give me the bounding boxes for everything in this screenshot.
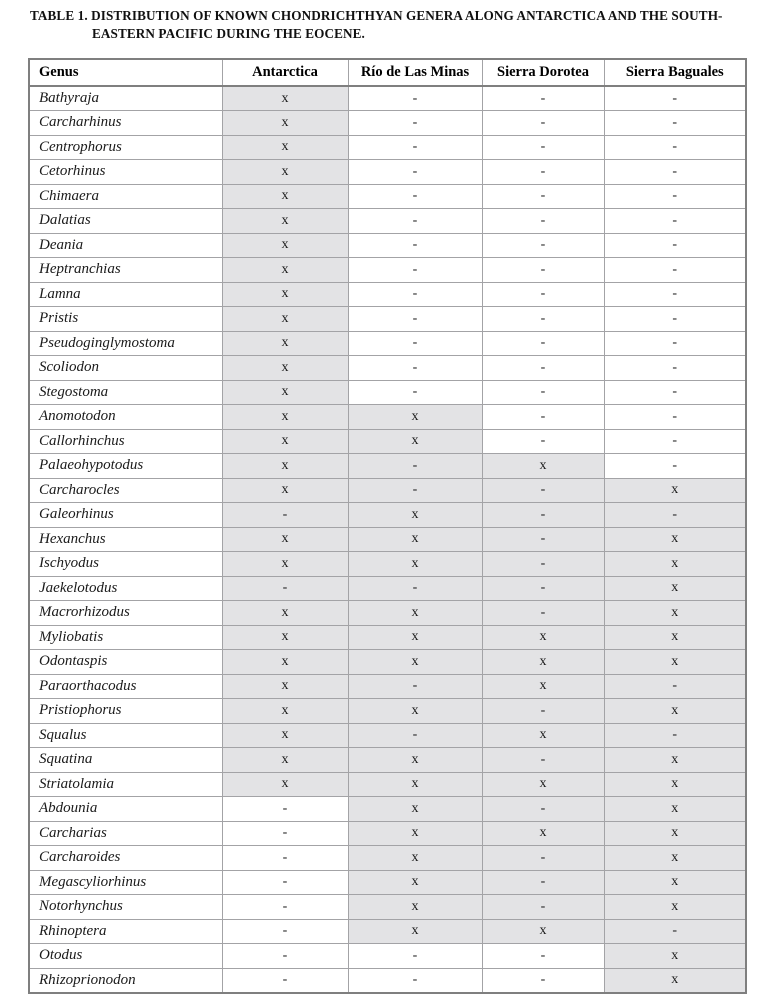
presence-cell-rio-de-las-minas: x: [348, 552, 482, 577]
presence-cell-sierra-baguales: -: [604, 723, 746, 748]
presence-cell-antarctica: x: [222, 699, 348, 724]
genus-cell: Callorhinchus: [29, 429, 222, 454]
presence-cell-rio-de-las-minas: -: [348, 135, 482, 160]
genus-cell: Pseudoginglymostoma: [29, 331, 222, 356]
presence-cell-rio-de-las-minas: -: [348, 356, 482, 381]
genus-cell: Rhinoptera: [29, 919, 222, 944]
genus-cell: Lamna: [29, 282, 222, 307]
presence-cell-sierra-dorotea: -: [482, 503, 604, 528]
presence-cell-antarctica: x: [222, 552, 348, 577]
presence-cell-rio-de-las-minas: x: [348, 870, 482, 895]
column-header-rio-de-las-minas: Río de Las Minas: [348, 59, 482, 86]
presence-cell-rio-de-las-minas: -: [348, 209, 482, 234]
table-body: [29, 86, 746, 993]
presence-cell-sierra-dorotea: -: [482, 576, 604, 601]
genus-cell: Notorhynchus: [29, 895, 222, 920]
presence-cell-sierra-dorotea: -: [482, 478, 604, 503]
table-row: [29, 895, 746, 920]
presence-cell-sierra-dorotea: -: [482, 184, 604, 209]
presence-cell-rio-de-las-minas: -: [348, 111, 482, 136]
presence-cell-antarctica: x: [222, 405, 348, 430]
table-row: [29, 650, 746, 675]
genus-cell: Carcharias: [29, 821, 222, 846]
table-row: [29, 919, 746, 944]
table-row: [29, 160, 746, 185]
presence-cell-antarctica: -: [222, 503, 348, 528]
genus-cell: Heptranchias: [29, 258, 222, 283]
presence-cell-sierra-dorotea: -: [482, 846, 604, 871]
presence-cell-sierra-baguales: -: [604, 160, 746, 185]
presence-cell-antarctica: x: [222, 209, 348, 234]
genus-cell: Galeorhinus: [29, 503, 222, 528]
genus-cell: Stegostoma: [29, 380, 222, 405]
table-row: [29, 601, 746, 626]
presence-cell-sierra-baguales: -: [604, 454, 746, 479]
genus-cell: Myliobatis: [29, 625, 222, 650]
presence-cell-sierra-dorotea: -: [482, 870, 604, 895]
genus-cell: Macrorhizodus: [29, 601, 222, 626]
presence-cell-rio-de-las-minas: -: [348, 454, 482, 479]
table-row: [29, 454, 746, 479]
presence-cell-antarctica: x: [222, 429, 348, 454]
presence-cell-rio-de-las-minas: x: [348, 601, 482, 626]
presence-cell-rio-de-las-minas: x: [348, 772, 482, 797]
table-row: [29, 209, 746, 234]
presence-cell-sierra-dorotea: -: [482, 405, 604, 430]
genus-cell: Squalus: [29, 723, 222, 748]
table-row: [29, 870, 746, 895]
table-row: [29, 86, 746, 111]
presence-cell-sierra-dorotea: -: [482, 797, 604, 822]
presence-cell-sierra-dorotea: -: [482, 552, 604, 577]
presence-cell-antarctica: -: [222, 846, 348, 871]
table-caption: [30, 7, 747, 43]
presence-cell-sierra-baguales: -: [604, 674, 746, 699]
presence-cell-antarctica: x: [222, 184, 348, 209]
table-row: [29, 699, 746, 724]
presence-cell-sierra-dorotea: -: [482, 380, 604, 405]
table-row: [29, 503, 746, 528]
presence-cell-rio-de-las-minas: x: [348, 919, 482, 944]
genus-cell: Anomotodon: [29, 405, 222, 430]
presence-cell-sierra-baguales: x: [604, 650, 746, 675]
presence-cell-sierra-baguales: -: [604, 86, 746, 111]
table-row: [29, 478, 746, 503]
genus-cell: Jaekelotodus: [29, 576, 222, 601]
presence-cell-rio-de-las-minas: -: [348, 944, 482, 969]
column-header-sierra-baguales: Sierra Baguales: [604, 59, 746, 86]
presence-cell-antarctica: -: [222, 576, 348, 601]
presence-cell-sierra-dorotea: -: [482, 699, 604, 724]
presence-cell-rio-de-las-minas: -: [348, 307, 482, 332]
table-row: [29, 846, 746, 871]
genus-cell: Carcharoides: [29, 846, 222, 871]
table-row: [29, 380, 746, 405]
presence-cell-sierra-baguales: x: [604, 846, 746, 871]
presence-cell-sierra-dorotea: -: [482, 429, 604, 454]
genus-cell: Odontaspis: [29, 650, 222, 675]
presence-cell-antarctica: x: [222, 601, 348, 626]
presence-cell-sierra-dorotea: -: [482, 748, 604, 773]
presence-cell-antarctica: x: [222, 160, 348, 185]
presence-cell-sierra-baguales: -: [604, 111, 746, 136]
table-row: [29, 552, 746, 577]
presence-cell-sierra-dorotea: -: [482, 331, 604, 356]
presence-cell-sierra-baguales: x: [604, 478, 746, 503]
presence-cell-rio-de-las-minas: x: [348, 527, 482, 552]
presence-cell-rio-de-las-minas: -: [348, 282, 482, 307]
genus-cell: Palaeohypotodus: [29, 454, 222, 479]
presence-cell-rio-de-las-minas: -: [348, 968, 482, 993]
presence-cell-antarctica: x: [222, 723, 348, 748]
presence-cell-sierra-baguales: x: [604, 576, 746, 601]
presence-cell-sierra-baguales: -: [604, 380, 746, 405]
presence-cell-sierra-baguales: x: [604, 699, 746, 724]
presence-cell-rio-de-las-minas: x: [348, 429, 482, 454]
table-row: [29, 307, 746, 332]
presence-cell-sierra-dorotea: x: [482, 919, 604, 944]
presence-cell-sierra-dorotea: x: [482, 772, 604, 797]
presence-cell-rio-de-las-minas: x: [348, 625, 482, 650]
presence-cell-rio-de-las-minas: x: [348, 503, 482, 528]
presence-cell-antarctica: x: [222, 454, 348, 479]
presence-cell-antarctica: x: [222, 772, 348, 797]
presence-cell-sierra-dorotea: -: [482, 282, 604, 307]
table-row: [29, 184, 746, 209]
presence-cell-sierra-baguales: -: [604, 919, 746, 944]
presence-cell-antarctica: x: [222, 748, 348, 773]
presence-cell-rio-de-las-minas: x: [348, 846, 482, 871]
presence-cell-antarctica: x: [222, 674, 348, 699]
table-row: [29, 674, 746, 699]
presence-cell-sierra-dorotea: x: [482, 821, 604, 846]
presence-cell-rio-de-las-minas: -: [348, 380, 482, 405]
table-row: [29, 356, 746, 381]
presence-cell-antarctica: -: [222, 870, 348, 895]
table-row: [29, 625, 746, 650]
presence-cell-sierra-dorotea: -: [482, 944, 604, 969]
table-row: [29, 527, 746, 552]
table-row: [29, 821, 746, 846]
presence-cell-antarctica: x: [222, 356, 348, 381]
presence-cell-sierra-dorotea: -: [482, 895, 604, 920]
presence-cell-sierra-dorotea: -: [482, 209, 604, 234]
presence-cell-antarctica: x: [222, 331, 348, 356]
presence-cell-antarctica: x: [222, 233, 348, 258]
presence-cell-antarctica: -: [222, 797, 348, 822]
presence-cell-sierra-dorotea: -: [482, 233, 604, 258]
presence-cell-antarctica: x: [222, 282, 348, 307]
presence-cell-sierra-dorotea: -: [482, 356, 604, 381]
presence-cell-sierra-baguales: x: [604, 797, 746, 822]
presence-cell-antarctica: x: [222, 478, 348, 503]
presence-cell-sierra-baguales: x: [604, 527, 746, 552]
presence-cell-sierra-baguales: x: [604, 821, 746, 846]
presence-cell-sierra-baguales: x: [604, 552, 746, 577]
genus-cell: Cetorhinus: [29, 160, 222, 185]
presence-cell-sierra-dorotea: -: [482, 527, 604, 552]
presence-cell-antarctica: x: [222, 650, 348, 675]
table-row: [29, 797, 746, 822]
presence-cell-sierra-dorotea: x: [482, 650, 604, 675]
genus-cell: Abdounia: [29, 797, 222, 822]
presence-cell-sierra-dorotea: -: [482, 258, 604, 283]
table-row: [29, 282, 746, 307]
presence-cell-rio-de-las-minas: -: [348, 478, 482, 503]
presence-cell-antarctica: x: [222, 111, 348, 136]
table-row: [29, 723, 746, 748]
caption-line-1: TABLE 1. DISTRIBUTION OF KNOWN CHONDRICHTHYAN GENERA ALONG ANTARCTICA AND THE SOUTH-: [30, 8, 723, 23]
genus-cell: Chimaera: [29, 184, 222, 209]
presence-cell-sierra-baguales: x: [604, 944, 746, 969]
presence-cell-sierra-dorotea: -: [482, 111, 604, 136]
presence-cell-sierra-baguales: -: [604, 282, 746, 307]
presence-cell-sierra-baguales: x: [604, 625, 746, 650]
presence-cell-sierra-dorotea: -: [482, 307, 604, 332]
genus-cell: Squatina: [29, 748, 222, 773]
presence-cell-rio-de-las-minas: x: [348, 650, 482, 675]
presence-cell-antarctica: x: [222, 380, 348, 405]
presence-cell-sierra-baguales: x: [604, 895, 746, 920]
table-row: [29, 748, 746, 773]
genus-cell: Deania: [29, 233, 222, 258]
table-row: [29, 331, 746, 356]
genus-cell: Rhizoprionodon: [29, 968, 222, 993]
presence-cell-antarctica: -: [222, 821, 348, 846]
genus-cell: Dalatias: [29, 209, 222, 234]
table-row: [29, 233, 746, 258]
genus-cell: Carcharocles: [29, 478, 222, 503]
table-row: [29, 772, 746, 797]
column-header-antarctica: Antarctica: [222, 59, 348, 86]
caption-line-2: EASTERN PACIFIC DURING THE EOCENE.: [92, 26, 365, 41]
genus-cell: Pristis: [29, 307, 222, 332]
presence-cell-rio-de-las-minas: -: [348, 258, 482, 283]
presence-cell-antarctica: -: [222, 968, 348, 993]
table-row: [29, 405, 746, 430]
table-row: [29, 944, 746, 969]
presence-cell-sierra-baguales: -: [604, 184, 746, 209]
genus-cell: Bathyraja: [29, 86, 222, 111]
presence-cell-sierra-baguales: -: [604, 135, 746, 160]
presence-cell-rio-de-las-minas: -: [348, 674, 482, 699]
presence-cell-antarctica: -: [222, 895, 348, 920]
genus-cell: Otodus: [29, 944, 222, 969]
column-header-sierra-dorotea: Sierra Dorotea: [482, 59, 604, 86]
presence-cell-antarctica: x: [222, 527, 348, 552]
presence-cell-rio-de-las-minas: x: [348, 405, 482, 430]
presence-cell-antarctica: x: [222, 135, 348, 160]
presence-cell-rio-de-las-minas: x: [348, 699, 482, 724]
genus-cell: Centrophorus: [29, 135, 222, 160]
presence-cell-antarctica: x: [222, 307, 348, 332]
presence-cell-rio-de-las-minas: x: [348, 895, 482, 920]
presence-cell-sierra-baguales: x: [604, 772, 746, 797]
presence-cell-rio-de-las-minas: -: [348, 723, 482, 748]
presence-cell-sierra-baguales: -: [604, 503, 746, 528]
genus-cell: Megascyliorhinus: [29, 870, 222, 895]
presence-cell-rio-de-las-minas: -: [348, 184, 482, 209]
table-row: [29, 429, 746, 454]
presence-cell-rio-de-las-minas: x: [348, 797, 482, 822]
genus-cell: Carcharhinus: [29, 111, 222, 136]
presence-cell-sierra-baguales: -: [604, 405, 746, 430]
table-row: [29, 135, 746, 160]
presence-cell-antarctica: x: [222, 258, 348, 283]
presence-cell-antarctica: -: [222, 944, 348, 969]
presence-cell-antarctica: x: [222, 625, 348, 650]
presence-cell-sierra-dorotea: x: [482, 625, 604, 650]
table-row: [29, 111, 746, 136]
genus-cell: Scoliodon: [29, 356, 222, 381]
presence-cell-sierra-dorotea: -: [482, 601, 604, 626]
presence-cell-sierra-baguales: x: [604, 748, 746, 773]
table-row: [29, 258, 746, 283]
genus-cell: Ischyodus: [29, 552, 222, 577]
presence-cell-sierra-baguales: -: [604, 258, 746, 283]
distribution-table: [28, 58, 747, 994]
presence-cell-sierra-dorotea: x: [482, 723, 604, 748]
presence-cell-sierra-dorotea: -: [482, 968, 604, 993]
presence-cell-sierra-baguales: -: [604, 429, 746, 454]
presence-cell-rio-de-las-minas: -: [348, 160, 482, 185]
presence-cell-rio-de-las-minas: -: [348, 331, 482, 356]
presence-cell-sierra-dorotea: x: [482, 454, 604, 479]
presence-cell-sierra-baguales: x: [604, 968, 746, 993]
presence-cell-rio-de-las-minas: -: [348, 86, 482, 111]
presence-cell-antarctica: x: [222, 86, 348, 111]
genus-cell: Hexanchus: [29, 527, 222, 552]
presence-cell-sierra-dorotea: -: [482, 86, 604, 111]
presence-cell-rio-de-las-minas: x: [348, 821, 482, 846]
presence-cell-rio-de-las-minas: -: [348, 233, 482, 258]
genus-cell: Paraorthacodus: [29, 674, 222, 699]
presence-cell-sierra-baguales: -: [604, 331, 746, 356]
presence-cell-rio-de-las-minas: -: [348, 576, 482, 601]
presence-cell-sierra-dorotea: x: [482, 674, 604, 699]
header-row: [29, 59, 746, 86]
presence-cell-sierra-baguales: x: [604, 870, 746, 895]
presence-cell-sierra-baguales: -: [604, 233, 746, 258]
table-row: [29, 968, 746, 993]
genus-cell: Pristiophorus: [29, 699, 222, 724]
presence-cell-sierra-baguales: x: [604, 601, 746, 626]
presence-cell-sierra-baguales: -: [604, 307, 746, 332]
genus-cell: Striatolamia: [29, 772, 222, 797]
presence-cell-antarctica: -: [222, 919, 348, 944]
presence-cell-sierra-dorotea: -: [482, 160, 604, 185]
table-row: [29, 576, 746, 601]
presence-cell-sierra-baguales: -: [604, 356, 746, 381]
column-header-genus: Genus: [29, 59, 222, 86]
presence-cell-sierra-dorotea: -: [482, 135, 604, 160]
presence-cell-sierra-baguales: -: [604, 209, 746, 234]
presence-cell-rio-de-las-minas: x: [348, 748, 482, 773]
